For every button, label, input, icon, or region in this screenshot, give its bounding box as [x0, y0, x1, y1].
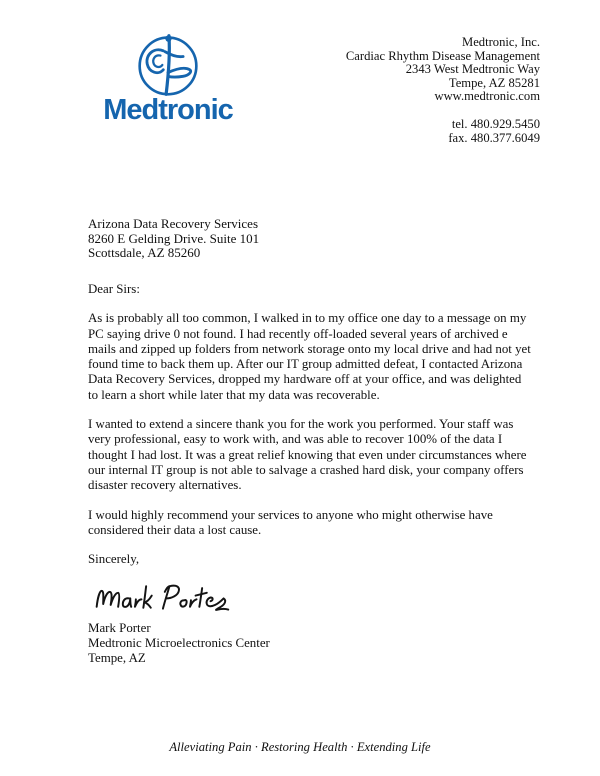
sender-contact-block [346, 118, 540, 145]
salutation: Dear Sirs: [88, 282, 140, 296]
medtronic-wordmark: Medtronic [103, 94, 233, 126]
letter-body [88, 282, 534, 666]
signoff-block [88, 621, 534, 665]
recipient-name: Arizona Data Recovery Services [88, 216, 259, 231]
closing: Sincerely, [88, 552, 140, 567]
sender-street: 2343 West Medtronic Way [405, 62, 540, 77]
medtronic-rising-man-icon [133, 31, 203, 99]
sender-address-block [346, 36, 540, 145]
footer-tagline: Alleviating Pain · Restoring Health · Extending Life [169, 740, 431, 754]
paragraph-1: As is probably all too common, I walked in to my office one day to a message on my PC saying drive 0 not found. I had recently off-loaded several years of archived e mails and zipped up folders from network storage onto my local drive and had not yet found time to back them up. After our IT group admitted defeat, I contacted Arizona Data Recovery Services, dropped my hardware off at your office, and was delighted to learn a short while later that my data was recoverable. [88, 311, 531, 402]
recipient-address-block [88, 217, 259, 261]
signoff-name: Mark Porter [88, 621, 151, 636]
medtronic-logo [86, 31, 250, 125]
recipient-city: Scottsdale, AZ 85260 [88, 245, 201, 261]
sender-city: Tempe, AZ 85281 [448, 75, 540, 90]
sender-website: www.medtronic.com [434, 89, 540, 104]
paragraph-3: I would highly recommend your services to anyone who might otherwise have considered their data a lost cause. [88, 507, 493, 537]
signature-image [89, 576, 235, 618]
signoff-org: Medtronic Microelectronics Center [88, 636, 270, 651]
sender-division: Cardiac Rhythm Disease Management [345, 48, 540, 63]
recipient-street: 8260 E Gelding Drive. Suite 101 [88, 230, 260, 246]
sender-fax: fax. 480.377.6049 [448, 130, 540, 145]
sender-company: Medtronic, Inc. [462, 35, 540, 49]
sender-tel: tel. 480.929.5450 [451, 116, 540, 131]
signoff-location: Tempe, AZ [88, 651, 146, 666]
paragraph-2: I wanted to extend a sincere thank you for the work you performed. Your staff was very professional, easy to work with, and was able to recover 100% of the data I thought I had lost. It was a great relief knowing that even under circumstances where our internal IT group is not able to salvage a crashed hard disk, your company offers disaster recovery alternatives. [88, 417, 527, 493]
